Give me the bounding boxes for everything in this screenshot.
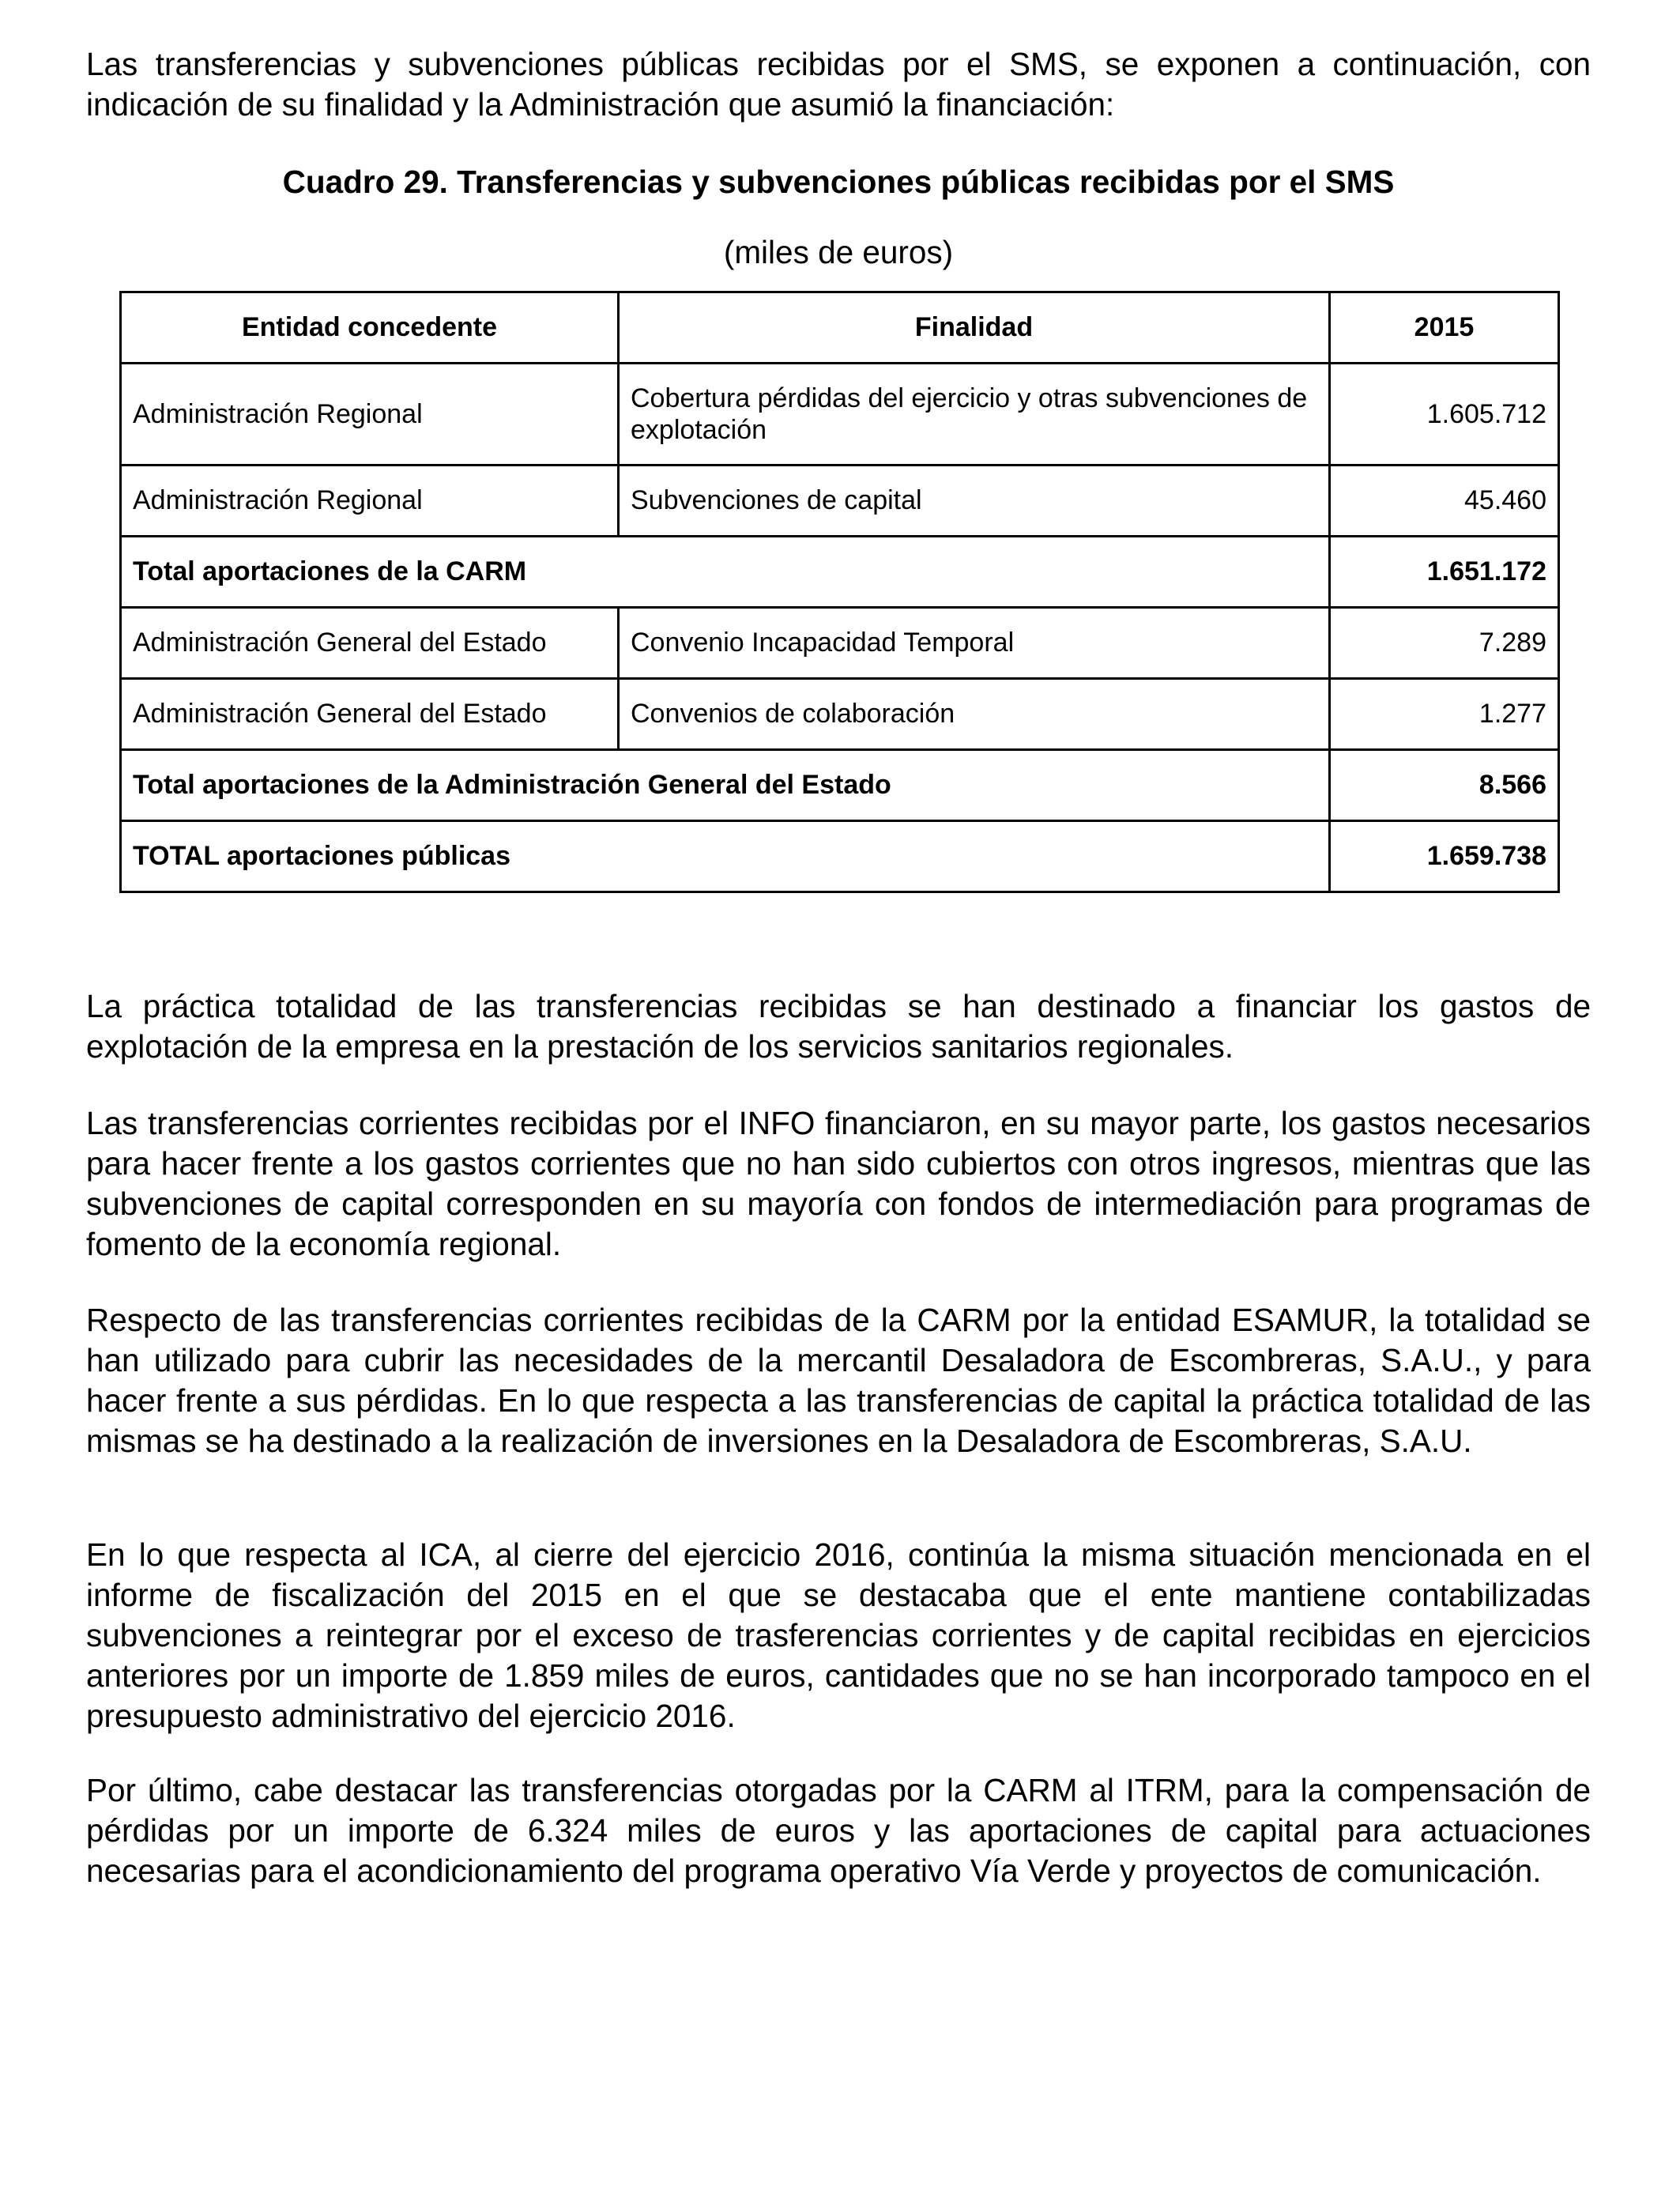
table-grand-total-row — [121, 821, 1559, 892]
body-paragraph: Por último, cabe destacar las transferencias otorgadas por la CARM al ITRM, para la compensación de pérdidas por un importe de 6.324 miles de euros y las aportaciones de capital para actuaciones necesarias para el acondicionamiento del programa operativo Vía Verde y proyectos de comunicación. — [86, 1772, 1591, 1889]
cell-entidad: Administración General del Estado — [121, 608, 619, 679]
cell-entidad: Administración Regional — [121, 466, 619, 537]
cell-valor: 1.277 — [1330, 679, 1559, 750]
cell-grand-total-valor: 1.659.738 — [1330, 821, 1559, 892]
cell-finalidad: Convenio Incapacidad Temporal — [619, 608, 1330, 679]
body-paragraph: La práctica totalidad de las transferencias recibidas se han destinado a financiar los gastos de explotación de la empresa en la prestación de los servicios sanitarios regionales. — [86, 988, 1591, 1065]
cell-finalidad: Subvenciones de capital — [619, 466, 1330, 537]
header-finalidad: Finalidad — [619, 292, 1330, 364]
cell-finalidad: Cobertura pérdidas del ejercicio y otras subvenciones de explotación — [619, 364, 1330, 466]
table-unit: (miles de euros) — [723, 234, 954, 270]
transfers-table — [119, 291, 1560, 893]
table-row — [121, 608, 1559, 679]
table-row — [121, 679, 1559, 750]
cell-valor: 7.289 — [1330, 608, 1559, 679]
body-paragraph: Las transferencias corrientes recibidas por el INFO financiaron, en su mayor parte, los gastos necesarios para hacer frente a los gastos corrientes que no han sido cubiertos con otros ingresos, mientras que las subvenciones de capital corresponden en su mayoría con fondos de intermediación para programas de fomento de la economía regional. — [86, 1105, 1591, 1262]
cell-entidad: Administración General del Estado — [121, 679, 619, 750]
cell-entidad: Administración Regional — [121, 364, 619, 466]
table-header-row — [121, 292, 1559, 364]
intro-paragraph: Las transferencias y subvenciones públicas recibidas por el SMS, se exponen a continuación, con indicación de su finalidad y la Administración que asumió la financiación: — [86, 46, 1591, 123]
cell-total-label: Total aportaciones de la Administración General del Estado — [121, 750, 1330, 821]
table-total-row — [121, 750, 1559, 821]
header-entidad: Entidad concedente — [121, 292, 619, 364]
cell-valor: 45.460 — [1330, 466, 1559, 537]
cell-grand-total-label: TOTAL aportaciones públicas — [121, 821, 1330, 892]
cell-valor: 1.605.712 — [1330, 364, 1559, 466]
table-title: Cuadro 29. Transferencias y subvenciones públicas recibidas por el SMS — [282, 164, 1395, 200]
body-paragraph: En lo que respecta al ICA, al cierre del ejercicio 2016, continúa la misma situación mencionada en el informe de fiscalización del 2015 en el que se destacaba que el ente mantiene contabilizadas subvenciones a reintegrar por el exceso de trasferencias corrientes y de capital recibidas en ejercicios anteriores por un importe de 1.859 miles de euros, cantidades que no se han incorporado tampoco en el presupuesto administrativo del ejercicio 2016. — [86, 1536, 1591, 1734]
table-row — [121, 466, 1559, 537]
cell-total-label: Total aportaciones de la CARM — [121, 537, 1330, 608]
cell-total-valor: 1.651.172 — [1330, 537, 1559, 608]
header-year: 2015 — [1330, 292, 1559, 364]
cell-finalidad: Convenios de colaboración — [619, 679, 1330, 750]
body-paragraph: Respecto de las transferencias corrientes recibidas de la CARM por la entidad ESAMUR, la totalidad se han utilizado para cubrir las necesidades de la mercantil Desaladora de Escombreras, S.A.U., y para hacer frente a sus pérdidas. En lo que respecta a las transferencias de capital la práctica totalidad de las mismas se ha destinado a la realización de inversiones en la Desaladora de Escombreras, S.A.U. — [86, 1302, 1591, 1459]
table-total-row — [121, 537, 1559, 608]
table-row — [121, 364, 1559, 466]
cell-total-valor: 8.566 — [1330, 750, 1559, 821]
